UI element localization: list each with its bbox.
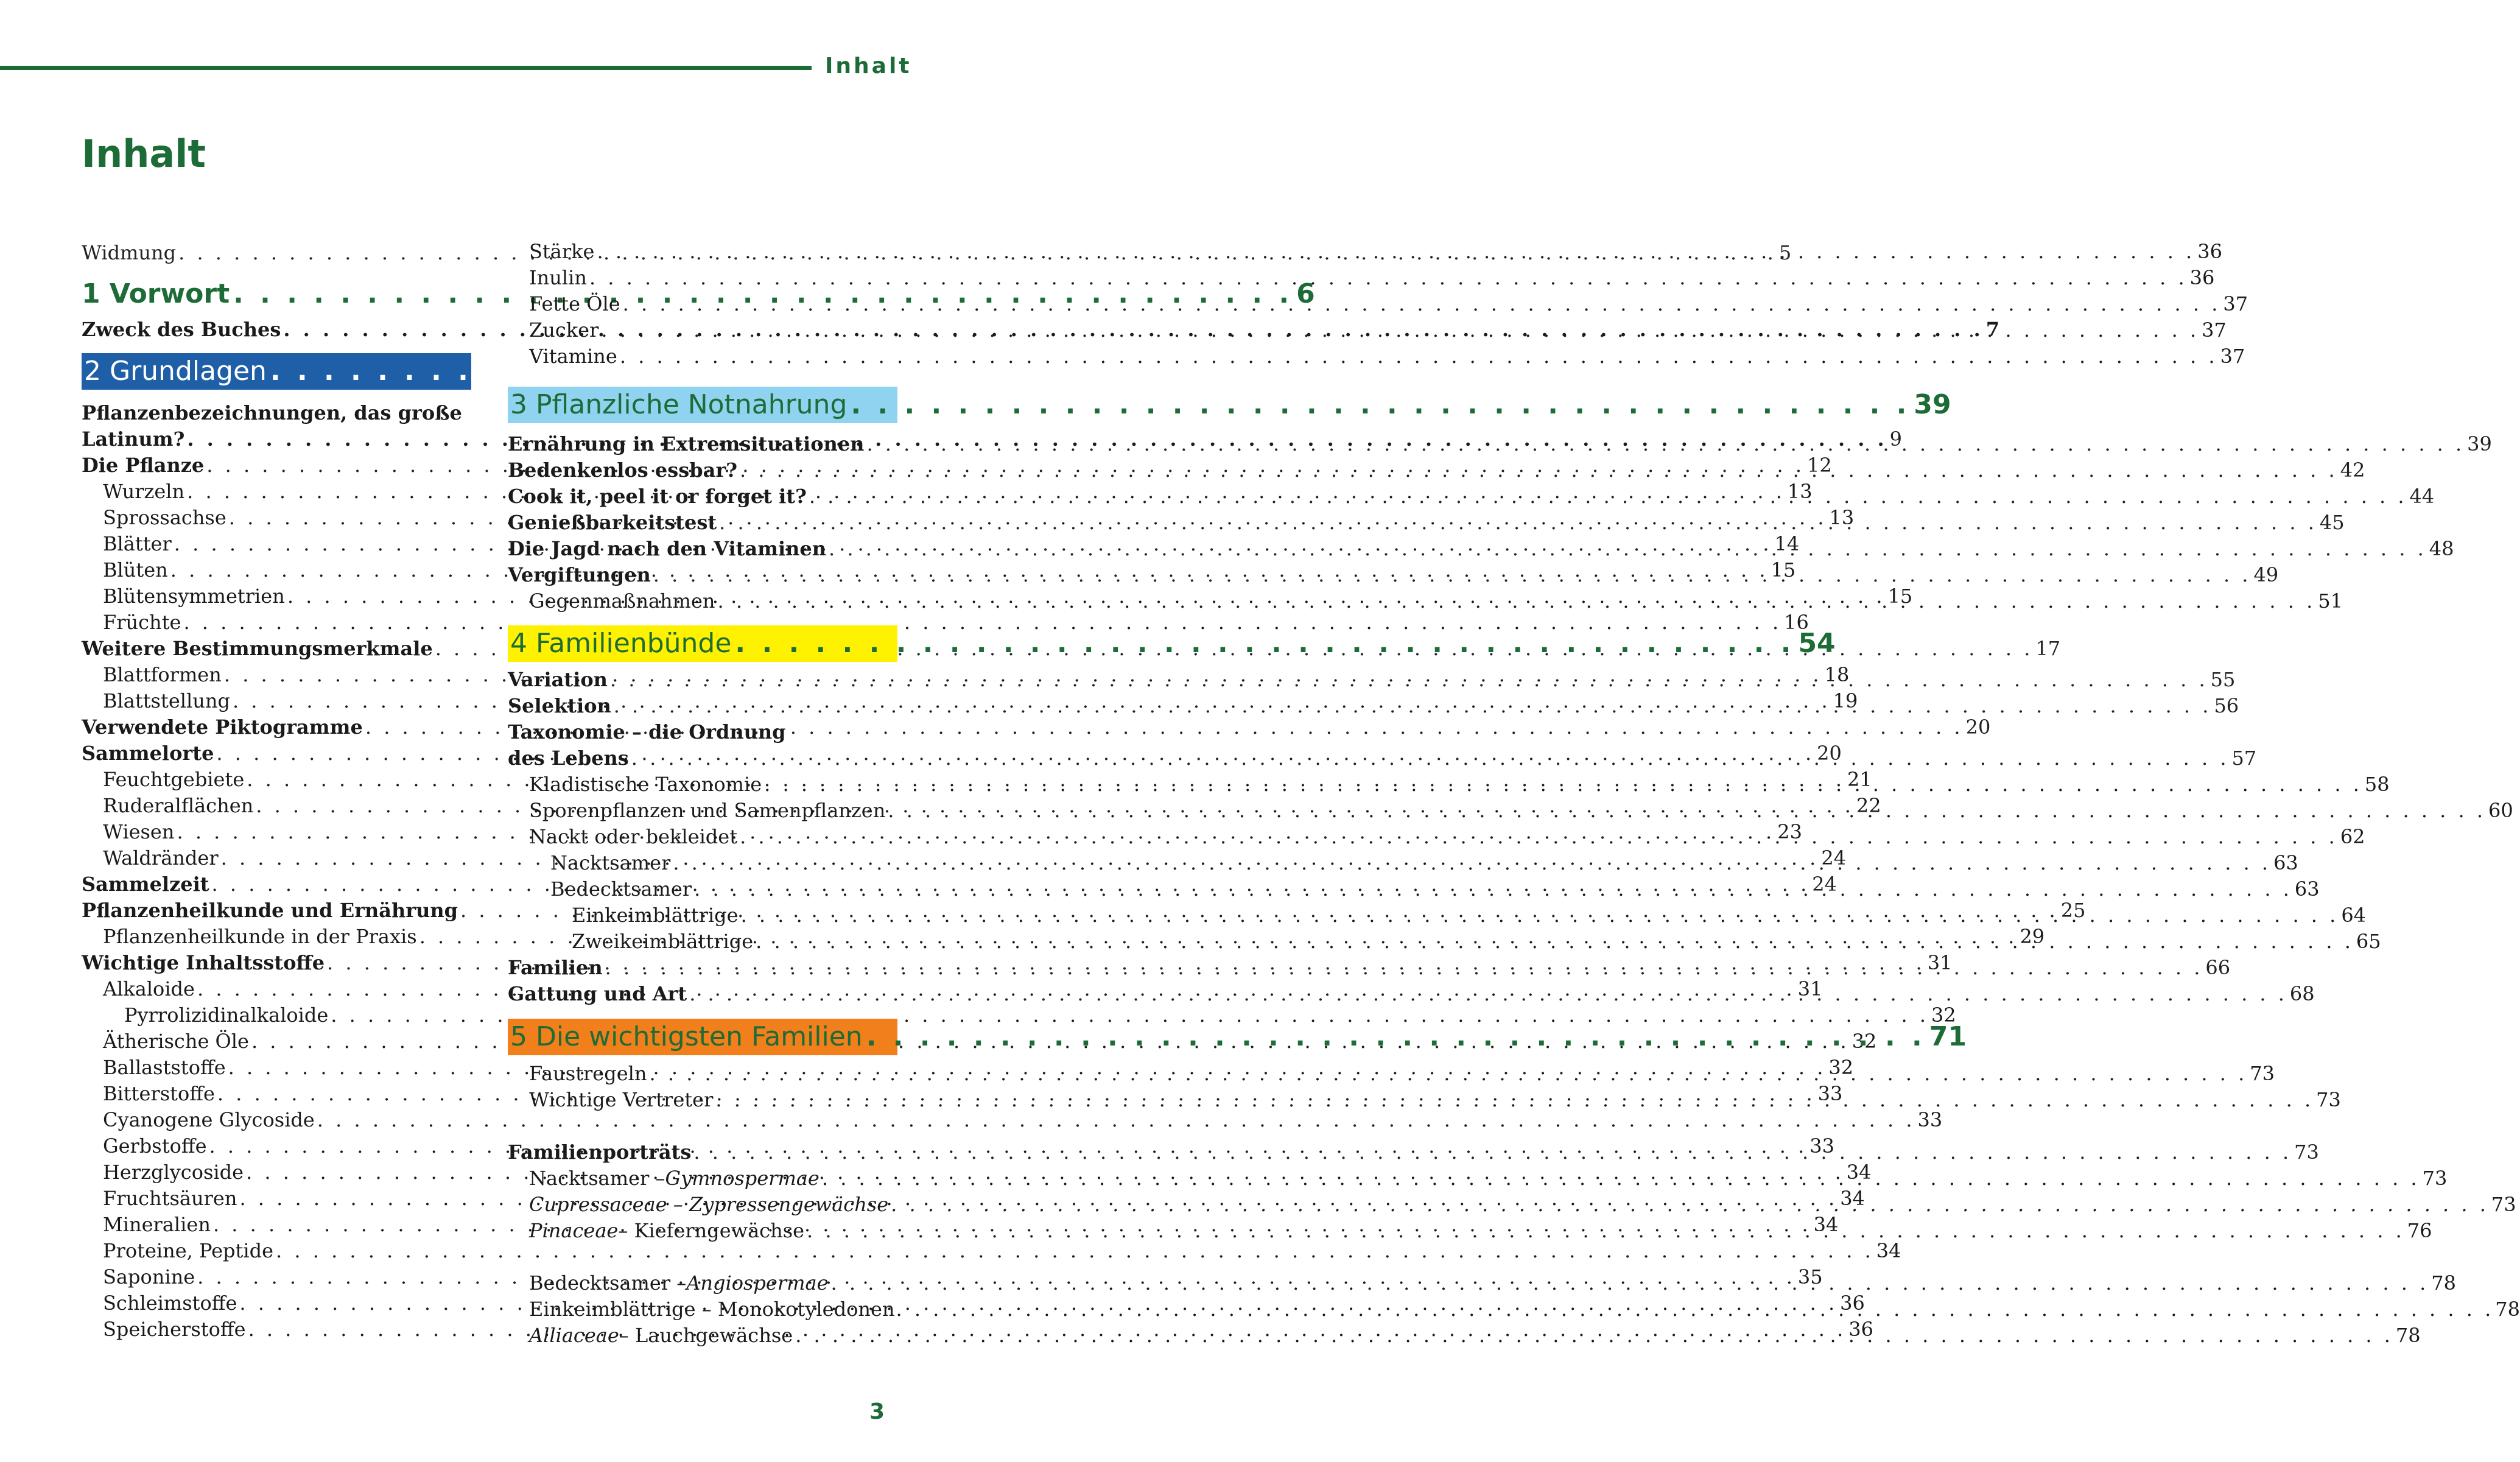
- toc-entry[interactable]: Fruchtsäuren . . . 34: [82, 1185, 471, 1212]
- toc-entry[interactable]: Familien . . . 66: [508, 954, 897, 981]
- toc-entry[interactable]: Ballaststoffe . . . 32: [82, 1054, 471, 1081]
- toc-entry[interactable]: Ruderalflächen . . . 22: [82, 792, 471, 819]
- toc-entry[interactable]: Blätter . . . 14: [82, 530, 471, 557]
- toc-entry[interactable]: Pinaceae – Kieferngewächse . . . 76: [508, 1217, 897, 1244]
- toc-entry[interactable]: Ätherische Öle . . . 32: [82, 1028, 471, 1055]
- toc-entry[interactable]: Alkaloide . . . 31: [82, 975, 471, 1002]
- toc-entry[interactable]: Herzglycoside . . . 34: [82, 1159, 471, 1186]
- toc-entry[interactable]: Blütensymmetrien . . . 15: [82, 583, 471, 610]
- toc-entry[interactable]: Widmung . . . 5: [82, 239, 471, 266]
- toc-entry[interactable]: Zweikeimblättrige . . . 65: [508, 928, 897, 955]
- toc-entry[interactable]: Nacktsamer . . . 63: [508, 849, 897, 876]
- toc-entry[interactable]: Bedecktsamer – Angiospermae . . . 78: [508, 1270, 897, 1296]
- toc-entry[interactable]: Weitere Bestimmungsmerkmale . . . 17: [82, 635, 471, 662]
- toc-entry[interactable]: Wurzeln . . . 13: [82, 478, 471, 505]
- toc-entry[interactable]: Vitamine . . . 37: [508, 343, 897, 370]
- toc-entry[interactable]: Gerbstoffe . . . 33: [82, 1133, 471, 1159]
- toc-entry[interactable]: Pflanzenheilkunde in der Praxis . . . 29: [82, 923, 471, 950]
- running-head: Inhalt: [825, 54, 912, 79]
- toc-entry[interactable]: Vergiftungen . . . 49: [508, 561, 897, 588]
- page-title: Inhalt: [82, 132, 206, 176]
- toc-entry[interactable]: Fette Öle . . . 37: [508, 290, 897, 317]
- toc-entry[interactable]: Sporenpflanzen und Samenpflanzen . . . 60: [508, 797, 897, 824]
- toc-entry[interactable]: Pflanzenbezeichnungen, das große: [82, 401, 462, 424]
- toc-entry[interactable]: Die Pflanze . . . 12: [82, 452, 471, 479]
- toc-entry[interactable]: Blüten . . . 15: [82, 557, 471, 583]
- toc-entry[interactable]: Faustregeln . . . 73: [508, 1060, 897, 1087]
- toc-entry[interactable]: Alliaceae – Lauchgewächse . . . 78: [508, 1322, 897, 1349]
- toc-entry[interactable]: Selektion . . . 56: [508, 692, 897, 719]
- toc-entry[interactable]: Taxonomie – die Ordnung: [508, 720, 786, 743]
- toc-entry[interactable]: Feuchtgebiete . . . 21: [82, 766, 471, 793]
- toc-entry[interactable]: Nacktsamer – Gymnospermae . . . 73: [508, 1165, 897, 1192]
- toc-entry[interactable]: Sammelorte . . . 20: [82, 740, 471, 767]
- toc-entry[interactable]: Wichtige Vertreter . . . 73: [508, 1086, 897, 1113]
- toc-entry[interactable]: Genießbarkeitstest . . . 45: [508, 509, 897, 536]
- toc-entry[interactable]: Cupressaceae – Zypressengewächse . . . 73: [508, 1191, 897, 1218]
- toc-entry[interactable]: Sprossachse . . . 13: [82, 504, 471, 531]
- chapter-4-heading[interactable]: 4 Familienbünde . . . 54: [508, 625, 897, 662]
- toc-entry[interactable]: Bitterstoffe . . . 33: [82, 1080, 471, 1107]
- toc-entry[interactable]: Latinum? . . . 9: [82, 426, 471, 452]
- toc-entry[interactable]: Einkeimblättrige – Monokotyledonen . . . 78: [508, 1296, 897, 1323]
- toc-entry[interactable]: Proteine, Peptide . . . 34: [82, 1237, 471, 1264]
- toc-entry[interactable]: Gattung und Art . . . 68: [508, 980, 897, 1007]
- toc-entry[interactable]: Waldränder . . . 24: [82, 845, 471, 871]
- page-number: 3: [869, 1399, 885, 1424]
- toc-entry[interactable]: Cook it, peel it or forget it? . . . 44: [508, 483, 897, 510]
- toc-entry[interactable]: Früchte . . . 16: [82, 609, 471, 636]
- toc-entry[interactable]: Einkeimblättrige . . . 64: [508, 902, 897, 929]
- header-rule: [0, 66, 812, 70]
- toc-entry[interactable]: Mineralien . . . 34: [82, 1211, 471, 1238]
- toc-entry[interactable]: Pyrrolizidinalkaloide . . . 32: [82, 1002, 471, 1028]
- toc-entry[interactable]: Schleimstoffe . . . 36: [82, 1290, 471, 1316]
- toc-entry[interactable]: Kladistische Taxonomie . . . 58: [508, 771, 897, 798]
- toc-entry[interactable]: Die Jagd nach den Vitaminen . . . 48: [508, 535, 897, 562]
- toc-entry[interactable]: Saponine . . . 35: [82, 1263, 471, 1290]
- toc-entry[interactable]: Inulin . . . 36: [508, 264, 897, 291]
- toc-entry[interactable]: Zweck des Buches . . . 7: [82, 316, 471, 343]
- toc-entry[interactable]: Pflanzenheilkunde und Ernährung . . . 25: [82, 897, 471, 924]
- toc-entry[interactable]: Ernährung in Extremsituationen . . . 39: [508, 431, 897, 457]
- toc-entry[interactable]: Blattformen . . . 18: [82, 661, 471, 688]
- toc-entry[interactable]: Verwendete Piktogramme . . . 20: [82, 714, 471, 740]
- toc-entry[interactable]: Wiesen . . . 23: [82, 818, 471, 845]
- toc-entry[interactable]: Bedecktsamer . . . 63: [508, 876, 897, 902]
- chapter-1-heading[interactable]: 1 Vorwort . . . 6: [82, 276, 471, 312]
- toc-entry[interactable]: Variation . . . 55: [508, 666, 897, 693]
- toc-entry[interactable]: Nackt oder bekleidet . . . 62: [508, 823, 897, 850]
- chapter-2-heading[interactable]: 2 Grundlagen . . . 9: [82, 353, 471, 390]
- toc-entry[interactable]: Stärke . . . 36: [508, 238, 897, 265]
- chapter-3-heading[interactable]: 3 Pflanzliche Notnahrung . . . 39: [508, 387, 897, 423]
- toc-entry[interactable]: Gegenmaßnahmen . . . 51: [508, 588, 897, 614]
- toc-entry[interactable]: des Lebens . . . 57: [508, 745, 897, 771]
- chapter-5-heading[interactable]: 5 Die wichtigsten Familien . . . 71: [508, 1019, 897, 1055]
- toc-entry[interactable]: Zucker . . . 37: [508, 317, 897, 343]
- toc-entry[interactable]: Speicherstoffe . . . 36: [82, 1316, 471, 1343]
- toc-entry[interactable]: Blattstellung . . . 19: [82, 687, 471, 714]
- toc-entry[interactable]: Cyanogene Glycoside . . . 33: [82, 1106, 471, 1133]
- toc-entry[interactable]: Familienporträts . . . 73: [508, 1139, 897, 1165]
- toc-entry[interactable]: Wichtige Inhaltsstoffe . . . 31: [82, 949, 471, 976]
- toc-entry[interactable]: Bedenkenlos essbar? . . . 42: [508, 457, 897, 483]
- toc-entry[interactable]: Sammelzeit . . . 24: [82, 871, 471, 898]
